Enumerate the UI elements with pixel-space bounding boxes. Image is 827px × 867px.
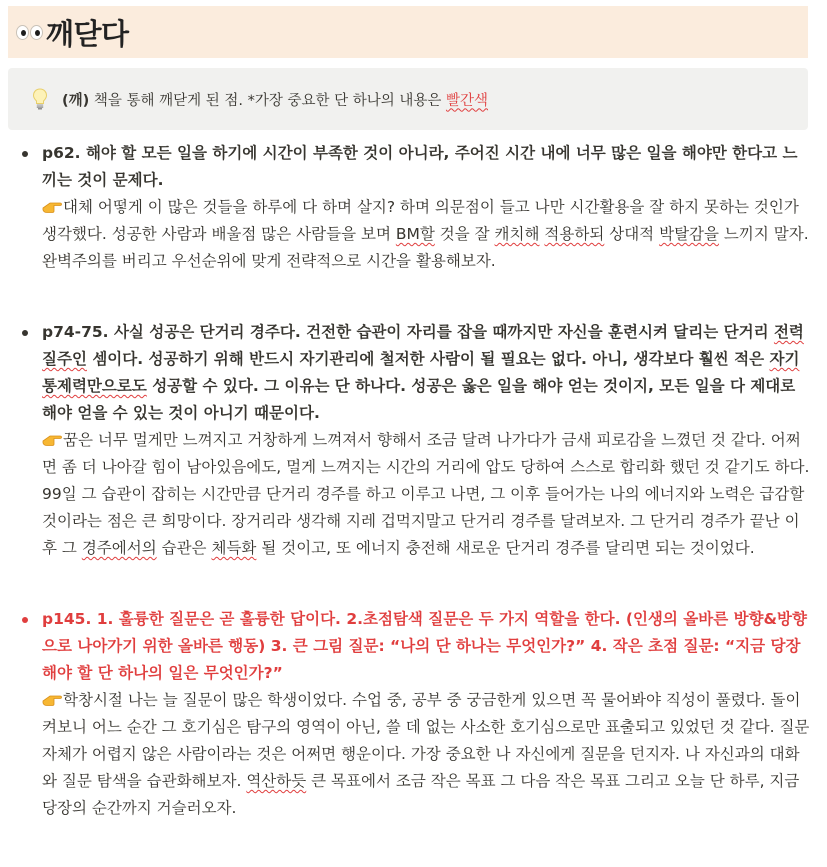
list-item-key-point[interactable] bbox=[20, 606, 810, 822]
item-heading: p62. 해야 할 모든 일을 하기에 시간이 부족한 것이 아니라, 주어진 시간 내에 너무 많은 일을 해야만 한다고 느끼는 것이 문제다. bbox=[42, 144, 798, 189]
pointing-hand-icon bbox=[42, 199, 62, 213]
item-heading-highlighted: p145. 1. 훌륭한 질문은 곧 훌륭한 답이다. 2.초점탐색 질문은 두 가지 역할을 한다. (인생의 올바른 방향&방향으로 나아가기 위한 올바른 행동) 3. 큰 그림 질문: “나의 단 하나는 무엇인가?” 4. 작은 초점 질문: “지금 당장 해야 할 단 하나의 일은 무엇인가?” bbox=[42, 610, 807, 682]
item-note: 학창시절 나는 늘 질문이 많은 학생이었다. 수업 중, 공부 중 궁금한게 있으면 꼭 물어봐야 직성이 풀렸다. 돌이켜보니 어느 순간 그 호기심은 탐구의 영역이 아닌, 쓸 데 없는 사소한 호기심으로만 표출되고 있었던 것 같다. 질문 자체가 어렵지 않은 사람이라는 것은 어쩌면 행운이다. 가장 중요한 나 자신에게 질문을 던지자. 나 자신과의 대화와 질문 탐색을 습관화해보자. 역산하듯 큰 목표에서 조금 작은 목표 그 다음 작은 목표 그리고 오늘 단 하루, 지금 당장의 순간까지 거슬러오자. bbox=[42, 691, 810, 817]
spellcheck-word: 역산하듯 bbox=[246, 772, 307, 790]
item-note: 꿈은 너무 멀게만 느껴지고 거창하게 느껴져서 향해서 조금 달려 나가다가 금새 피로감을 느꼈던 것 같다. 어쩌면 좀 더 나아갈 힘이 남아있음에도, 멀게 느껴지는 시간의 거리에 압도 당하여 스스로 합리화 했던 것 같기도 하다. 99일 그 습관이 잡히는 시간만큼 단거리 경주를 하고 이루고 나면, 그 이후 들어가는 나의 에너지와 노력은 급감할 것이라는 점은 큰 희망이다. 장거리라 생각해 지레 겁먹지말고 단거리 경주를 달려보자. 그 단거리 경주가 끝난 이후 그 경주에서의 습관은 체득화 될 것이고, 또 에너지 충전해 새로운 단거리 경주를 달리면 되는 것이었다. bbox=[42, 431, 810, 557]
pointing-hand-icon bbox=[42, 432, 62, 446]
callout-prefix: (깨) bbox=[62, 92, 90, 109]
list-item[interactable] bbox=[20, 140, 810, 275]
item-heading: p74-75. 사실 성공은 단거리 경주다. 건전한 습관이 자리를 잡을 때까지만 자신을 훈련시켜 달리는 단거리 전력질주인 셈이다. 성공하기 위해 반드시 자기관리에 철저한 사람이 될 필요는 없다. 아니, 생각보다 훨씬 적은 자기통제력만으로도 성공할 수 있다. 그 이유는 단 하나다. 성공은 옳은 일을 해야 얻는 것이지, 모든 일을 다 제대로 해야 얻을 수 있는 것이 아니기 때문이다. bbox=[42, 323, 804, 422]
bullet-list bbox=[20, 140, 810, 822]
callout-block bbox=[8, 68, 808, 130]
spellcheck-word: 캐치해 bbox=[494, 225, 540, 243]
page-title[interactable]: 깨닫다 bbox=[46, 16, 129, 51]
spellcheck-word: 경주에서의 bbox=[81, 539, 157, 557]
callout-body: 책을 통해 깨닫게 된 점. *가장 중요한 단 하나의 내용은 bbox=[89, 92, 446, 109]
item-note: 대체 어떻게 이 많은 것들을 하루에 다 하며 살지? 하며 의문점이 들고 나만 시간활용을 잘 하지 못하는 것인가 생각했다. 성공한 사람과 배울점 많은 사람들을 보며 BM할 것을 잘 캐치해 적용하되 상대적 박탈감을 느끼지 말자. 완벽주의를 버리고 우선순위에 맞게 전략적으로 시간을 활용해보자. bbox=[42, 198, 809, 270]
lightbulb-icon bbox=[32, 88, 48, 110]
spellcheck-word: 박탈감을 bbox=[659, 225, 719, 243]
spellcheck-word: 자기통제력만으로도 bbox=[42, 350, 800, 395]
page-header bbox=[8, 6, 808, 58]
eyes-icon bbox=[16, 25, 44, 40]
spellcheck-word: BM할 bbox=[395, 225, 435, 243]
callout-text[interactable] bbox=[62, 89, 488, 110]
list-item[interactable] bbox=[20, 319, 810, 562]
pointing-hand-icon bbox=[42, 692, 62, 706]
callout-highlight: 빨간색 bbox=[445, 92, 489, 109]
spellcheck-word: 적용하되 bbox=[544, 225, 605, 243]
spellcheck-word: 체득화 bbox=[211, 539, 257, 557]
spellcheck-word: 전력질주인 bbox=[42, 323, 804, 368]
